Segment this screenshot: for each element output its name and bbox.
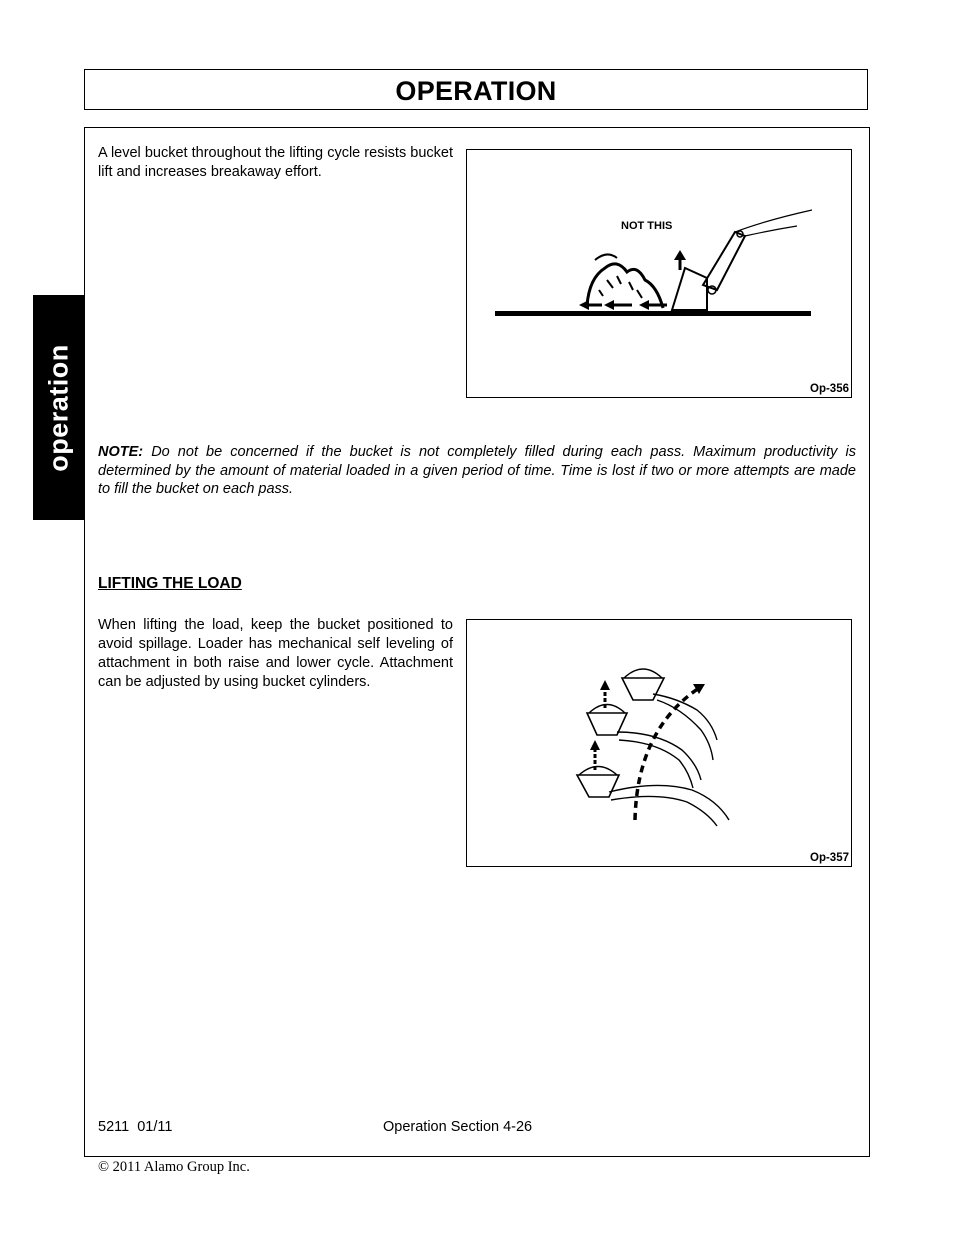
figure-label: Op-356 bbox=[810, 383, 849, 395]
copyright: © 2011 Alamo Group Inc. bbox=[98, 1159, 250, 1175]
not-this-caption: NOT THIS bbox=[621, 220, 673, 232]
note-text: Do not be concerned if the bucket is not completely filled during each pass. Maximum productivity is determined by the amount of material loaded in a given period of time. Time is lost if two or more attempts are made to fill the bucket on each pass. bbox=[98, 444, 856, 497]
footer-section: Operation Section 4-26 bbox=[383, 1119, 533, 1135]
figure-op-357 bbox=[466, 619, 852, 867]
figure-op-356 bbox=[466, 149, 852, 398]
note-label: NOTE: bbox=[98, 444, 144, 460]
note-paragraph bbox=[98, 443, 856, 499]
side-tab-label: operation bbox=[43, 343, 73, 472]
lifting-paragraph: When lifting the load, keep the bucket positioned to avoid spillage. Loader has mechanical self leveling of attachment in both raise and lower cycle. Attachment can be adjusted by using bucket cylinders. bbox=[98, 617, 453, 690]
header-box bbox=[84, 69, 868, 110]
bucket-lift-cycle-illustration bbox=[467, 620, 851, 866]
section-heading: LIFTING THE LOAD bbox=[98, 575, 242, 592]
side-tab bbox=[33, 295, 84, 520]
intro-paragraph: A level bucket throughout the lifting cycle resists bucket lift and increases breakaway effort. bbox=[98, 145, 453, 180]
figure-label: Op-357 bbox=[810, 852, 849, 864]
footer-doc-id: 5211 01/11 bbox=[98, 1119, 173, 1135]
page-title: OPERATION bbox=[395, 76, 557, 106]
bucket-not-level-illustration bbox=[467, 150, 851, 397]
